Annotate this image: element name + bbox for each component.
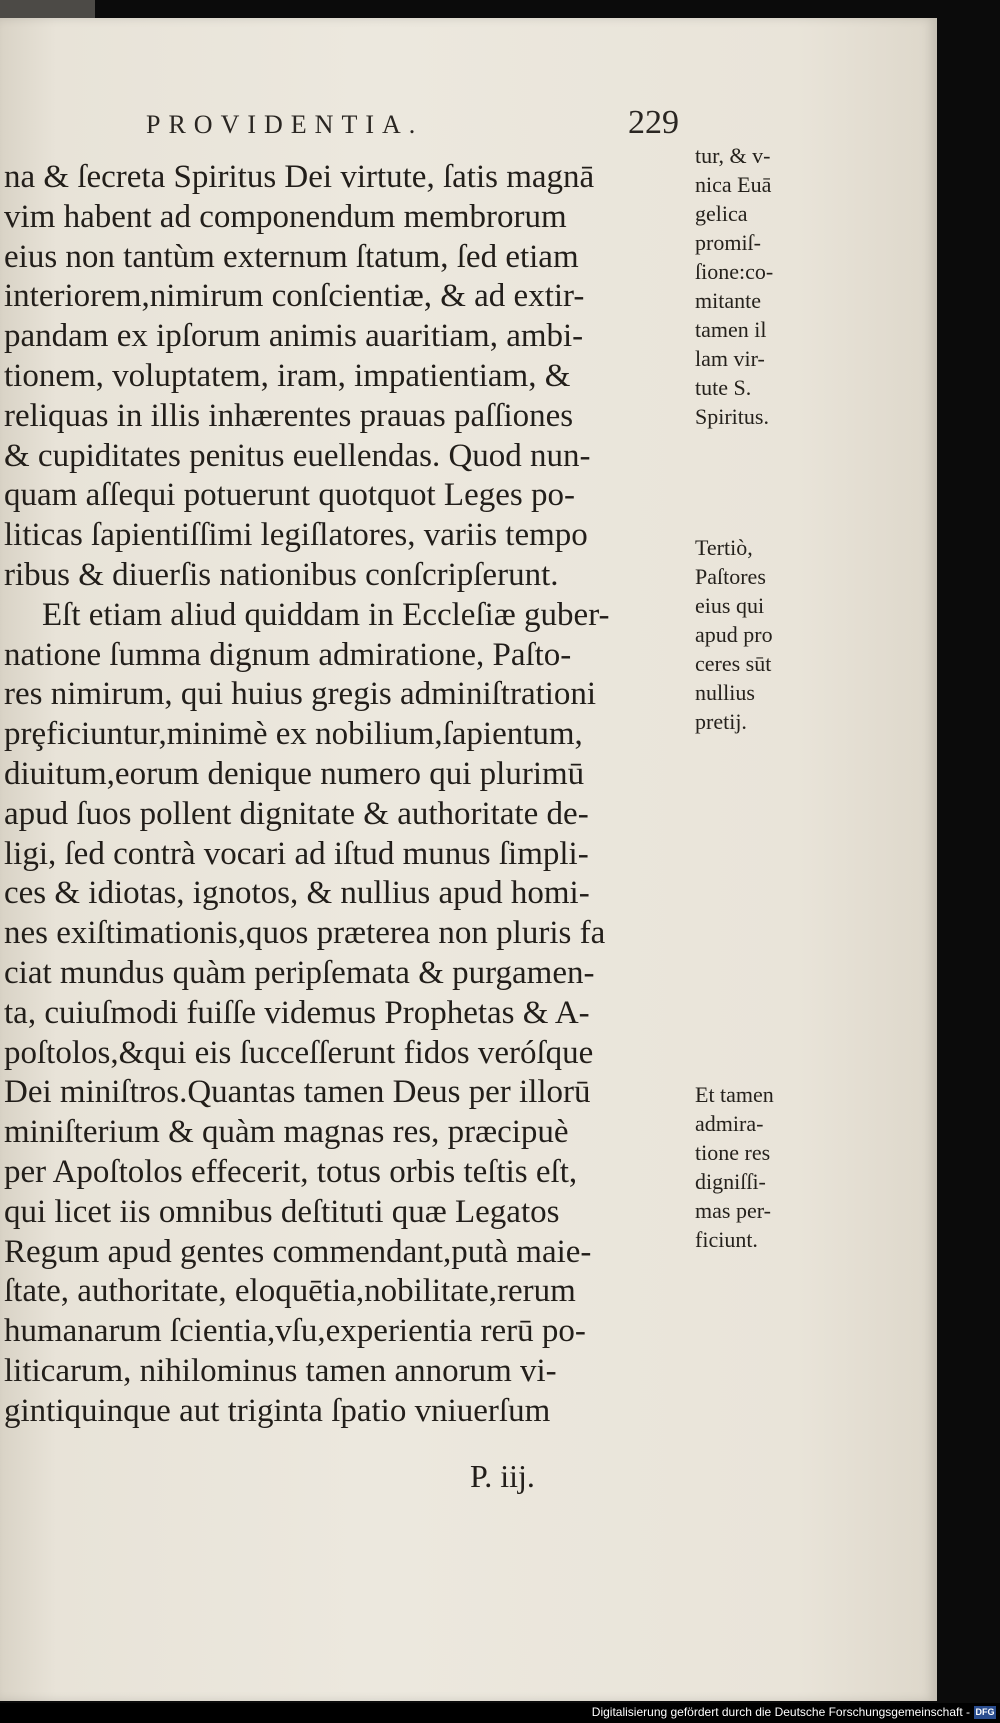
text-line: & cupiditates penitus euellendas. Quod nun-	[4, 437, 591, 474]
marginal-note-line: Tertiò,	[695, 535, 753, 560]
text-line: reliquas in illis inhærentes prauas paſſiones	[4, 397, 574, 434]
text-line: liticas ſapientiſſimi legiſlatores, variis tempo	[4, 517, 588, 554]
marginal-note-line: apud pro	[695, 622, 773, 647]
text-line: liticarum, nihilominus tamen annorum vi-	[4, 1352, 557, 1389]
text-line: natione ſumma dignum admiratione, Paſto-	[4, 636, 572, 673]
text-line: ciat mundus quàm peripſemata & purgamen-	[4, 954, 595, 991]
dfg-logo: DFG	[975, 1707, 995, 1717]
marginal-note-line: Et tamen	[695, 1082, 774, 1107]
text-line: Eſt etiam aliud quiddam in Eccleſiæ guber-	[42, 596, 610, 633]
marginal-note-1	[695, 141, 845, 431]
marginal-note-line: tute S.	[695, 375, 752, 400]
marginal-note-line: nica Euā	[695, 172, 772, 197]
marginal-note-line: eius qui	[695, 593, 765, 618]
marginal-note-line: lam vir-	[695, 346, 765, 371]
marginal-note-3	[695, 1080, 845, 1254]
text-line: ces & idiotas, ignotos, & nullius apud homi-	[4, 875, 590, 912]
digitization-footer	[0, 1703, 1000, 1723]
marginal-note-line: tur, & v-	[695, 143, 771, 168]
text-line: apud ſuos pollent dignitate & authoritate de-	[4, 795, 589, 832]
marginal-note-line: Paſtores	[695, 564, 766, 589]
marginal-note-line: gelica	[695, 201, 748, 226]
text-line: ſtate, authoritate, eloquētia,nobilitate,rerum	[4, 1273, 576, 1310]
text-line: res nimirum, qui huius gregis adminiſtrationi	[4, 676, 597, 713]
book-page	[0, 18, 937, 1701]
marginal-note-line: Spiritus.	[695, 404, 769, 429]
marginal-note-line: tamen il	[695, 317, 767, 342]
marginal-note-line: digniſſi-	[695, 1169, 766, 1194]
text-line: ligi, ſed contrà vocari ad iſtud munus ſimpli-	[4, 835, 589, 872]
text-line: Regum apud gentes commendant,putà maie-	[4, 1233, 592, 1270]
running-title: PROVIDENTIA.	[146, 110, 424, 139]
text-line: na & ſecreta Spiritus Dei virtute, ſatis magnā	[4, 159, 595, 195]
text-line: diuitum,eorum denique numero qui plurimū	[4, 755, 585, 792]
marginal-note-line: ſione:co-	[695, 259, 774, 284]
text-line: quam aſſequi potuerunt quotquot Leges po-	[4, 477, 575, 514]
marginal-note-line: nullius	[695, 680, 755, 705]
text-line: per Apoſtolos effecerit, totus orbis teſtis eſt,	[4, 1153, 578, 1190]
marginal-note-line: mitante	[695, 288, 761, 313]
text-line: qui licet iis omnibus deſtituti quæ Legatos	[4, 1193, 560, 1230]
scan-edge	[0, 0, 95, 18]
marginal-note-line: admira-	[695, 1111, 764, 1136]
text-line: tionem, voluptatem, iram, impatientiam, &	[4, 357, 571, 394]
text-line: humanarum ſcientia,vſu,experientia rerū po-	[4, 1313, 586, 1350]
marginal-note-line: ceres sūt	[695, 651, 772, 676]
text-line: pandam ex ipſorum animis auaritiam, ambi-	[4, 318, 584, 355]
page-number: 229	[628, 104, 679, 141]
text-line: prȩficiuntur,minimè ex nobilium,ſapientum,	[4, 716, 583, 753]
text-line: ta, cuiuſmodi fuiſſe videmus Prophetas & A-	[4, 994, 590, 1031]
page-header	[0, 104, 700, 150]
text-line: gintiquinque aut triginta ſpatio vniuerſum	[4, 1392, 551, 1429]
marginal-note-line: tione res	[695, 1140, 771, 1165]
text-line: interiorem,nimirum conſcientiæ, & ad extir-	[4, 278, 585, 315]
text-line: poſtolos,&qui eis ſucceſſerunt fidos veróſque	[4, 1034, 594, 1071]
funding-notice: Digitalisierung gefördert durch die Deutsche Forschungsgemeinschaft -	[591, 1705, 970, 1719]
text-line: ribus & diuerſis nationibus conſcripſerunt.	[4, 556, 559, 593]
main-text-column	[4, 158, 694, 1432]
marginal-note-line: ficiunt.	[695, 1227, 758, 1252]
text-line: nes exiſtimationis,quos præterea non pluris fa	[4, 915, 606, 952]
signature-mark: P. iij.	[470, 1458, 535, 1494]
text-line: miniſterium & quàm magnas res, præcipuè	[4, 1114, 569, 1151]
marginal-note-2	[695, 533, 845, 736]
text-line: Dei miniſtros.Quantas tamen Deus per illorū	[4, 1074, 591, 1111]
text-line: vim habent ad componendum membrorum	[4, 198, 567, 235]
text-line: eius non tantùm externum ſtatum, ſed etiam	[4, 238, 579, 275]
marginal-note-line: promiſ-	[695, 230, 761, 255]
marginal-note-line: mas per-	[695, 1198, 771, 1223]
marginal-note-line: pretij.	[695, 709, 747, 734]
